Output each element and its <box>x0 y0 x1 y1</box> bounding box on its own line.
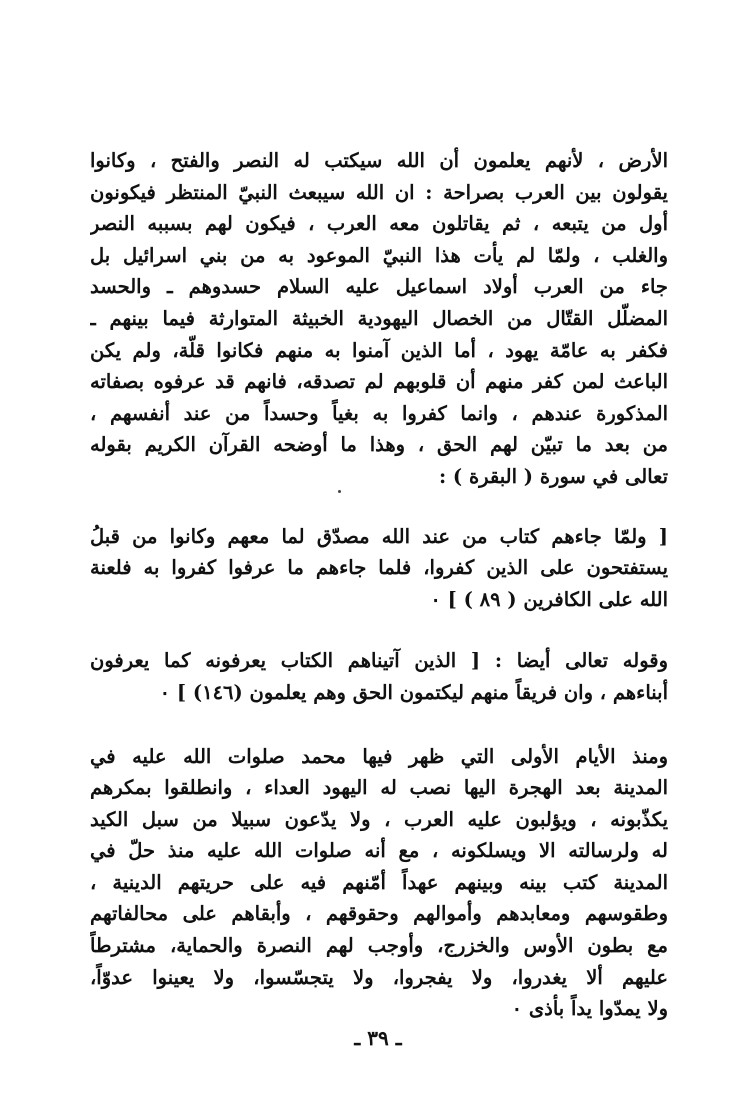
text-line: المدينة بعد الهجرة اليها نصب له اليهود العداء ، وانطلقوا بمكرهم <box>90 776 668 800</box>
text-line: يستفتحون على الذين كفروا، فلما جاءهم ما عرفوا كفروا به فلعنة <box>90 556 668 580</box>
paragraph-2-quran-quote <box>90 521 668 616</box>
text-line: له ولرسالته الا ويسلكونه ، مع أنه صلوات الله عليه منذ حلّ في <box>90 839 668 863</box>
text-line: المذكورة عندهم ، وانما كفروا به بغياً وحسداً من عند أنفسهم ، <box>90 401 668 425</box>
text-line: فكفر به عامّة يهود ، أما الذين آمنوا به منهم فكانوا قلّة، ولم يكن <box>90 338 668 362</box>
text-line: جاء من العرب أولاد اسماعيل عليه السلام حسدوهم ـ والحسد <box>90 275 668 299</box>
page-number: ـ ٣٩ ـ <box>354 1026 402 1050</box>
text-line: تعالى في سورة ( البقرة ) : <box>438 464 668 488</box>
text-line: الباعث لمن كفر منهم أن قلوبهم لم تصدقه، فانهم قد عرفوه بصفاته <box>90 370 668 394</box>
text-line: يقولون بين العرب بصراحة : ان الله سيبعث النبيّ المنتظر فيكونون <box>90 180 668 204</box>
text-line: عليهم ألا يغدروا، ولا يفجروا، ولا يتجسّسوا، ولا يعينوا عدوّاً، <box>90 965 668 989</box>
text-line: أبناءهم ، وان فريقاً منهم ليكتمون الحق وهم يعلمون (١٤٦) ] ٠ <box>159 680 668 704</box>
text-line: ولا يمدّوا يداً بأذى ٠ <box>511 997 668 1021</box>
text-line: وطقوسهم ومعابدهم وأموالهم وحقوقهم ، وأبقاهم على محالفاتهم <box>90 902 668 926</box>
text-line: من بعد ما تبيّن لهم الحق ، وهذا ما أوضحه القرآن الكريم بقوله <box>90 433 668 457</box>
text-line: مع بطون الأوس والخزرج، وأوجب لهم النصرة والحماية، مشترطاً <box>90 934 668 958</box>
text-line: أول من يتبعه ، ثم يقاتلون معه العرب ، فيكون لهم بسببه النصر <box>90 212 668 236</box>
stray-ink-dot <box>338 490 341 493</box>
paragraph-1 <box>90 145 668 493</box>
text-line: [ ولمّا جاءهم كتاب من عند الله مصدّق لما معهم وكانوا من قبلُ <box>90 524 668 548</box>
paragraph-3-quran-quote <box>90 645 668 708</box>
text-line: ومنذ الأيام الأولى التي ظهر فيها محمد صلوات الله عليه في <box>90 744 668 768</box>
text-line: المضلّل القتّال من الخصال اليهودية الخبيثة المتوارثة فيما بينهم ـ <box>90 306 668 330</box>
text-line: الأرض ، لأنهم يعلمون أن الله سيكتب له النصر والفتح ، وكانوا <box>90 149 668 172</box>
text-line: والغلب ، ولمّا لم يأت هذا النبيّ الموعود به من بني اسرائيل بل <box>90 243 668 267</box>
text-line: المدينة كتب بينه وبينهم عهداً أمّنهم فيه على حريتهم الدينية ، <box>90 870 668 894</box>
text-line: وقوله تعالى أيضا : [ الذين آتيناهم الكتاب يعرفونه كما يعرفون <box>90 649 668 673</box>
text-line: يكذّبونه ، ويؤلبون عليه العرب ، ولا يدّعون سبيلا من سبل الكيد <box>90 807 668 831</box>
text-line: الله على الكافرين ( ٨٩ ) ] ٠ <box>430 587 668 611</box>
paragraph-4 <box>90 741 668 1025</box>
